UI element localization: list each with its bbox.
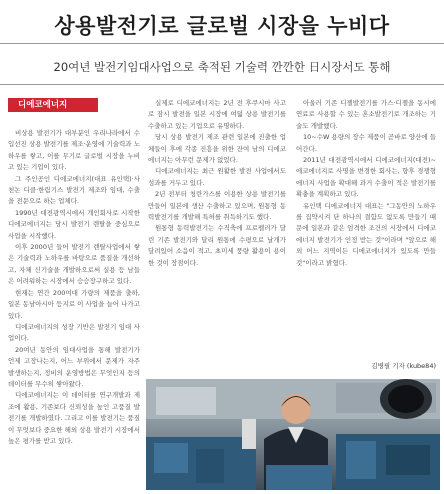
column-1 bbox=[8, 128, 140, 490]
paragraph: 비상용 발전기가 대부분인 우리나라에서 수입선진 상용 발전기를 제조·운영에 기술력과 노하우를 쌓고, 이를 무기로 글로벌 시장을 누비고 있는 기업이 있다. bbox=[8, 129, 140, 172]
paragraph: 아울러 기존 디젤발전기를 가스·디젤을 동시에 연료로 사용할 수 있는 혼소발전기로 개조하는 기술도 개발했다. bbox=[296, 99, 436, 130]
paragraph: 현재는 연간 200여대 가량의 제품을 출하, 일본 동남아시아 등지로 이 사업을 늘어 나가고 있다. bbox=[8, 288, 140, 320]
photo-illustration bbox=[146, 379, 440, 490]
paragraph: 디에코에너지는 이 데이터를 연구개발과 제조에 활용, 기존보다 신뢰성을 높인 고품질 발전기를 개발하였다. 그리고 이를 발전기는 품질이 무엇보다 중요한 해외 상용 발전기 시장에서 높은 평가를 받고 있다. bbox=[8, 391, 140, 445]
sub-rule bbox=[0, 84, 444, 85]
paragraph: 10~수W 용량의 장수 제품이 곧바로 양산에 들어간다. bbox=[296, 133, 436, 153]
column-2 bbox=[148, 98, 286, 368]
subheadline: 20여년 발전기임대사업으로 축적된 기술력 깐깐한 日시장서도 통해 bbox=[53, 60, 391, 74]
paragraph: 실제로 디에코에너지는 2년 전 후쿠시마 사고로 잠시 발전을 일본 시장에 여덟 상용 발전기를 수출하고 있는 기업으로 유명하다. bbox=[148, 99, 286, 130]
byline: 김병필 기자 (kube84) bbox=[371, 362, 436, 370]
paragraph: 2년 전부터 청란가스를 이용한 상용 발전기를 만들어 일본에 생산 수출하고 있으며, 원통형 동력발전기를 개발해 특허를 취득하기도 했다. bbox=[148, 190, 286, 222]
paragraph: 1990년 대전광역시에서 개인회사로 시작한 디에코에너지는 당시 발전기 렌탈을 중심으로 사업을 시작했다. bbox=[8, 208, 140, 240]
paragraph: 원통형 동력발전기는 수직축에 프로펠러가 달린 기존 발전기와 달리 원통에 수평으로 날개가 달려있어 소음이 적고, 초미세 풍량 활용이 용이한 것이 장점이다. bbox=[148, 224, 286, 267]
top-rule bbox=[0, 43, 444, 44]
paragraph: 디에코에너지의 성장 기반은 발전기 임대 사업이다. bbox=[8, 322, 140, 343]
paragraph: 20여년 동안의 임대사업을 통해 발전기가 언제 고장나는지, 어느 부위에서 문제가 자주 발생하는지, 정비의 운영방법은 무엇인지 등의 데이터를 무수히 쌓아왔다. bbox=[8, 345, 140, 388]
paragraph: 당시 상용 발전기 제조 관련 일본에 진출한 업체들이 후에 각종 진흥을 위한 잔여 남의 디에코에너지는 아무런 문제가 없었다. bbox=[148, 133, 286, 165]
section-label: 디에코에너지 bbox=[8, 98, 98, 112]
column-3 bbox=[296, 98, 436, 352]
paragraph: 그 주인공인 디에코에너지(대표 유인택)·사천논 디클·한림기스 발전기 제조와 임대, 수출을 전문으로 하는 업체다. bbox=[8, 174, 140, 206]
article-photo bbox=[146, 379, 440, 490]
paragraph: 이후 2000년 들어 발전기 렌탈사업에서 쌓은 기술력과 노하우를 바탕으로 품질을 개선하고, 자체 신기술을 개발하으로써 실용 등 남들은 어려워하는 시장에서 승승장구하고 있다. bbox=[8, 243, 140, 286]
paragraph: 2011년 대전광역시에서 디에코에너지(대전)~에코에너지로 사명을 변경한 회사는, 향후 경쟁형 에너지 사업을 확대해 과거 수출이 적은 발전기를 확충을 계획하고 있다. bbox=[296, 156, 436, 199]
paragraph: 유인택 디에코에너지 대표는 "그동안의 노하우를 집약시켜 단 하나의 결함도 없도록 만들기 때문에 일본과 같은 엄격한 조건의 시장에서 디에코에너지 발전기가 인정 받는 것"이라며 "앞으로 해외 어느 지역이든 디에코에너지가 있도록 만들 것"이라고 밝혔다. bbox=[296, 201, 436, 267]
paragraph: 디에코에너지는 최근 원활한 발전 사업에서도 성과를 거두고 있다. bbox=[148, 167, 286, 187]
headline: 상용발전기로 글로벌 시장을 누비다 bbox=[54, 14, 390, 38]
